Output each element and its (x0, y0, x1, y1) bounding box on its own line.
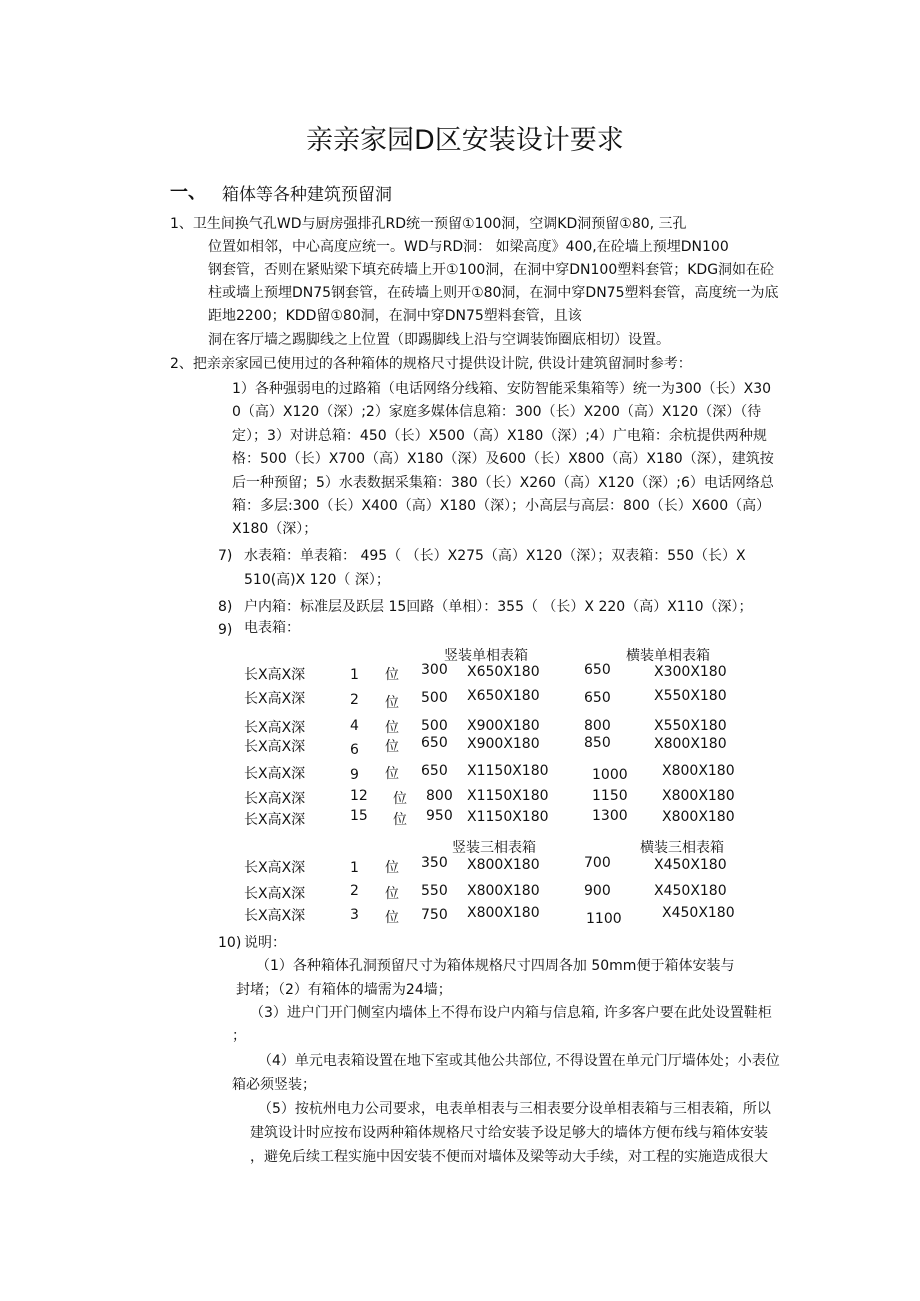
table-cell-count: 2 (350, 883, 359, 899)
table-cell-hrest: X450X180 (654, 883, 727, 899)
section-heading: 箱体等各种建筑预留洞 (222, 185, 392, 205)
item2-intro: 2、把亲亲家园已使用过的各种箱体的规格尺寸提供设计院, 供设计建筑留洞时参考： (170, 356, 692, 372)
note-line: ，避免后续工程实施中因安装不便而对墙体及梁等动大手续，对工程的实施造成很大 (250, 1149, 768, 1165)
table-cell-count: 15 (350, 808, 368, 824)
table-cell-vlen: 800 (426, 788, 453, 804)
item7-line: 510(高)X 120（ 深）； (244, 572, 390, 588)
item1-line: 洞在客厅墙之踢脚线之上位置（即踢脚线上沿与空调装饰圈底相切）设置。 (208, 332, 670, 348)
item2-line: 0（高）X120（深）;2）家庭多媒体信息箱：300（长）X200（高）X120（深）（待 (232, 404, 762, 420)
table-cell-label: 长X高X深 (244, 908, 306, 924)
table-cell-unit: 位 (385, 695, 399, 711)
note-line: 建筑设计时应按布设两种箱体规格尺寸给安装予设足够大的墙体方便布线与箱体安装 (250, 1125, 768, 1141)
table-cell-hrest: X450X180 (654, 857, 727, 873)
table-cell-vlen: 550 (421, 883, 448, 899)
table-cell-label: 长X高X深 (244, 720, 306, 736)
table-cell-vrest: X1150X180 (467, 788, 549, 804)
item9-line: 电表箱： (244, 620, 300, 636)
table-header-horizontal-single: 横装单相表箱 (626, 648, 710, 664)
table-cell-hlen: 650 (584, 662, 611, 678)
item7-line: 水表箱：单表箱： 495（ （长）X275（高）X120（深）；双表箱：550（长）X (244, 548, 746, 564)
table-cell-count: 12 (350, 788, 368, 804)
item8-number: 8) (218, 599, 233, 615)
table-cell-vrest: X800X180 (467, 883, 540, 899)
item1-line: 距地2200；KDD留①80洞，在洞中穿DN75塑料套管，且该 (208, 308, 582, 324)
table-cell-vrest: X800X180 (467, 857, 540, 873)
table-cell-label: 长X高X深 (244, 739, 306, 755)
table-cell-count: 1 (350, 860, 359, 876)
page-title: 亲亲家园D区安装设计要求 (306, 125, 624, 156)
table-cell-label: 长X高X深 (244, 766, 306, 782)
table-cell-hlen: 650 (584, 690, 611, 706)
table-cell-count: 9 (350, 767, 359, 783)
table-cell-vlen: 500 (421, 718, 448, 734)
table-cell-vlen: 950 (426, 808, 453, 824)
section-number: 一、 (170, 182, 206, 203)
table-cell-hrest: X800X180 (662, 809, 735, 825)
item2-line: 定）；3）对讲总箱：450（长）X500（高）X180（深）;4）广电箱：余杭提供两种规 (232, 428, 767, 444)
table-cell-hrest: X550X180 (654, 688, 727, 704)
table-cell-unit: 位 (385, 860, 399, 876)
table-cell-hlen: 1000 (592, 767, 628, 783)
item1-line: 位置如相邻，中心高度应统一。WD与RD洞： 如梁高度》400,在砼墙上预埋DN100 (208, 239, 729, 255)
table-cell-vlen: 750 (421, 907, 448, 923)
table-cell-hlen: 700 (584, 855, 611, 871)
item2-line: 后一种预留；5）水表数据采集箱：380（长）X260（高）X120（深）;6）电话网络总 (232, 475, 774, 491)
item10-label: 说明： (244, 935, 286, 951)
table-cell-hlen: 1150 (592, 788, 628, 804)
item1-line: 1、卫生间换气孔WD与厨房强排孔RD统一预留①100洞，空调KD洞预留①80, 三孔 (170, 216, 687, 232)
table-cell-count: 3 (350, 907, 359, 923)
table-cell-vlen: 500 (421, 690, 448, 706)
table-cell-vlen: 300 (421, 662, 448, 678)
table-cell-count: 1 (350, 667, 359, 683)
item7-number: 7) (218, 548, 233, 564)
item9-number: 9) (218, 622, 233, 638)
table-cell-count: 4 (350, 718, 359, 734)
note-line: 封堵；（2）有箱体的墙需为24墙； (236, 982, 452, 998)
item2-line: 格：500（长）X700（高）X180（深）及600（长）X800（高）X180（深），建筑按 (232, 451, 774, 467)
table-cell-vrest: X1150X180 (467, 763, 549, 779)
note-line: （1）各种箱体孔洞预留尺寸为箱体规格尺寸四周各加 50mm便于箱体安装与 (256, 958, 735, 974)
item8-line: 户内箱：标准层及跃层 15回路（单相）：355（ （长）X 220（高）X110（深）； (244, 599, 753, 615)
table-cell-unit: 位 (393, 812, 407, 828)
table-cell-label: 长X高X深 (244, 812, 306, 828)
table-header-vertical-three: 竖装三相表箱 (452, 840, 536, 856)
item1-line: 柱或墙上预埋DN75钢套管，在砖墙上则开①80洞，在洞中穿DN75塑料套管，高度统一为底 (208, 285, 779, 301)
table-cell-label: 长X高X深 (244, 886, 306, 902)
item1-line: 钢套管，否则在紧贴梁下填充砖墙上开①100洞，在洞中穿DN100塑料套管；KDG洞如在砼 (208, 262, 775, 278)
table-cell-label: 长X高X深 (244, 691, 306, 707)
table-cell-label: 长X高X深 (244, 860, 306, 876)
table-cell-vrest: X900X180 (467, 736, 540, 752)
table-cell-hlen: 1300 (592, 808, 628, 824)
table-cell-count: 2 (350, 692, 359, 708)
table-cell-hrest: X800X180 (662, 788, 735, 804)
note-line: ； (232, 1028, 246, 1044)
table-cell-hrest: X800X180 (662, 763, 735, 779)
table-cell-unit: 位 (385, 886, 399, 902)
table-cell-hlen: 1100 (586, 911, 622, 927)
table-cell-label: 长X高X深 (244, 667, 306, 683)
table-cell-hrest: X450X180 (662, 905, 735, 921)
table-cell-vrest: X800X180 (467, 905, 540, 921)
note-line: （3）进户门开门侧室内墙体上不得布设户内箱与信息箱, 许多客户要在此处设置鞋柜 (250, 1005, 772, 1021)
table-cell-hrest: X800X180 (654, 736, 727, 752)
table-cell-vlen: 650 (421, 763, 448, 779)
note-line: （4）单元电表箱设置在地下室或其他公共部位, 不得设置在单元门厅墙体处；小表位 (258, 1053, 780, 1069)
item2-line: X180（深）； (232, 521, 318, 537)
table-cell-hlen: 850 (584, 735, 611, 751)
table-cell-unit: 位 (393, 791, 407, 807)
table-cell-vrest: X900X180 (467, 718, 540, 734)
item2-line: 1）各种强弱电的过路箱（电话网络分线箱、安防智能采集箱等）统一为300（长）X30 (232, 381, 772, 397)
item2-line: 箱：多层:300（长）X400（高）X180（深）；小高层与高层：800（长）X600（高） (232, 498, 771, 514)
table-cell-vrest: X1150X180 (467, 809, 549, 825)
table-cell-hrest: X550X180 (654, 718, 727, 734)
table-cell-unit: 位 (385, 739, 399, 755)
table-cell-vrest: X650X180 (467, 688, 540, 704)
table-header-horizontal-three: 横装三相表箱 (640, 840, 724, 856)
note-line: 箱必须竖装； (232, 1077, 316, 1093)
table-cell-vrest: X650X180 (467, 664, 540, 680)
table-cell-vlen: 350 (421, 855, 448, 871)
item10-number: 10) (218, 935, 242, 951)
table-cell-hlen: 800 (584, 718, 611, 734)
table-cell-hlen: 900 (584, 883, 611, 899)
table-cell-unit: 位 (385, 667, 399, 683)
table-header-vertical-single: 竖装单相表箱 (444, 648, 528, 664)
table-cell-label: 长X高X深 (244, 791, 306, 807)
table-cell-count: 6 (350, 742, 359, 758)
note-line: （5）按杭州电力公司要求，电表单相表与三相表要分设单相表箱与三相表箱，所以 (258, 1101, 771, 1117)
table-cell-vlen: 650 (421, 735, 448, 751)
table-cell-unit: 位 (385, 720, 399, 736)
table-cell-hrest: X300X180 (654, 664, 727, 680)
table-cell-unit: 位 (385, 766, 399, 782)
table-cell-unit: 位 (385, 910, 399, 926)
